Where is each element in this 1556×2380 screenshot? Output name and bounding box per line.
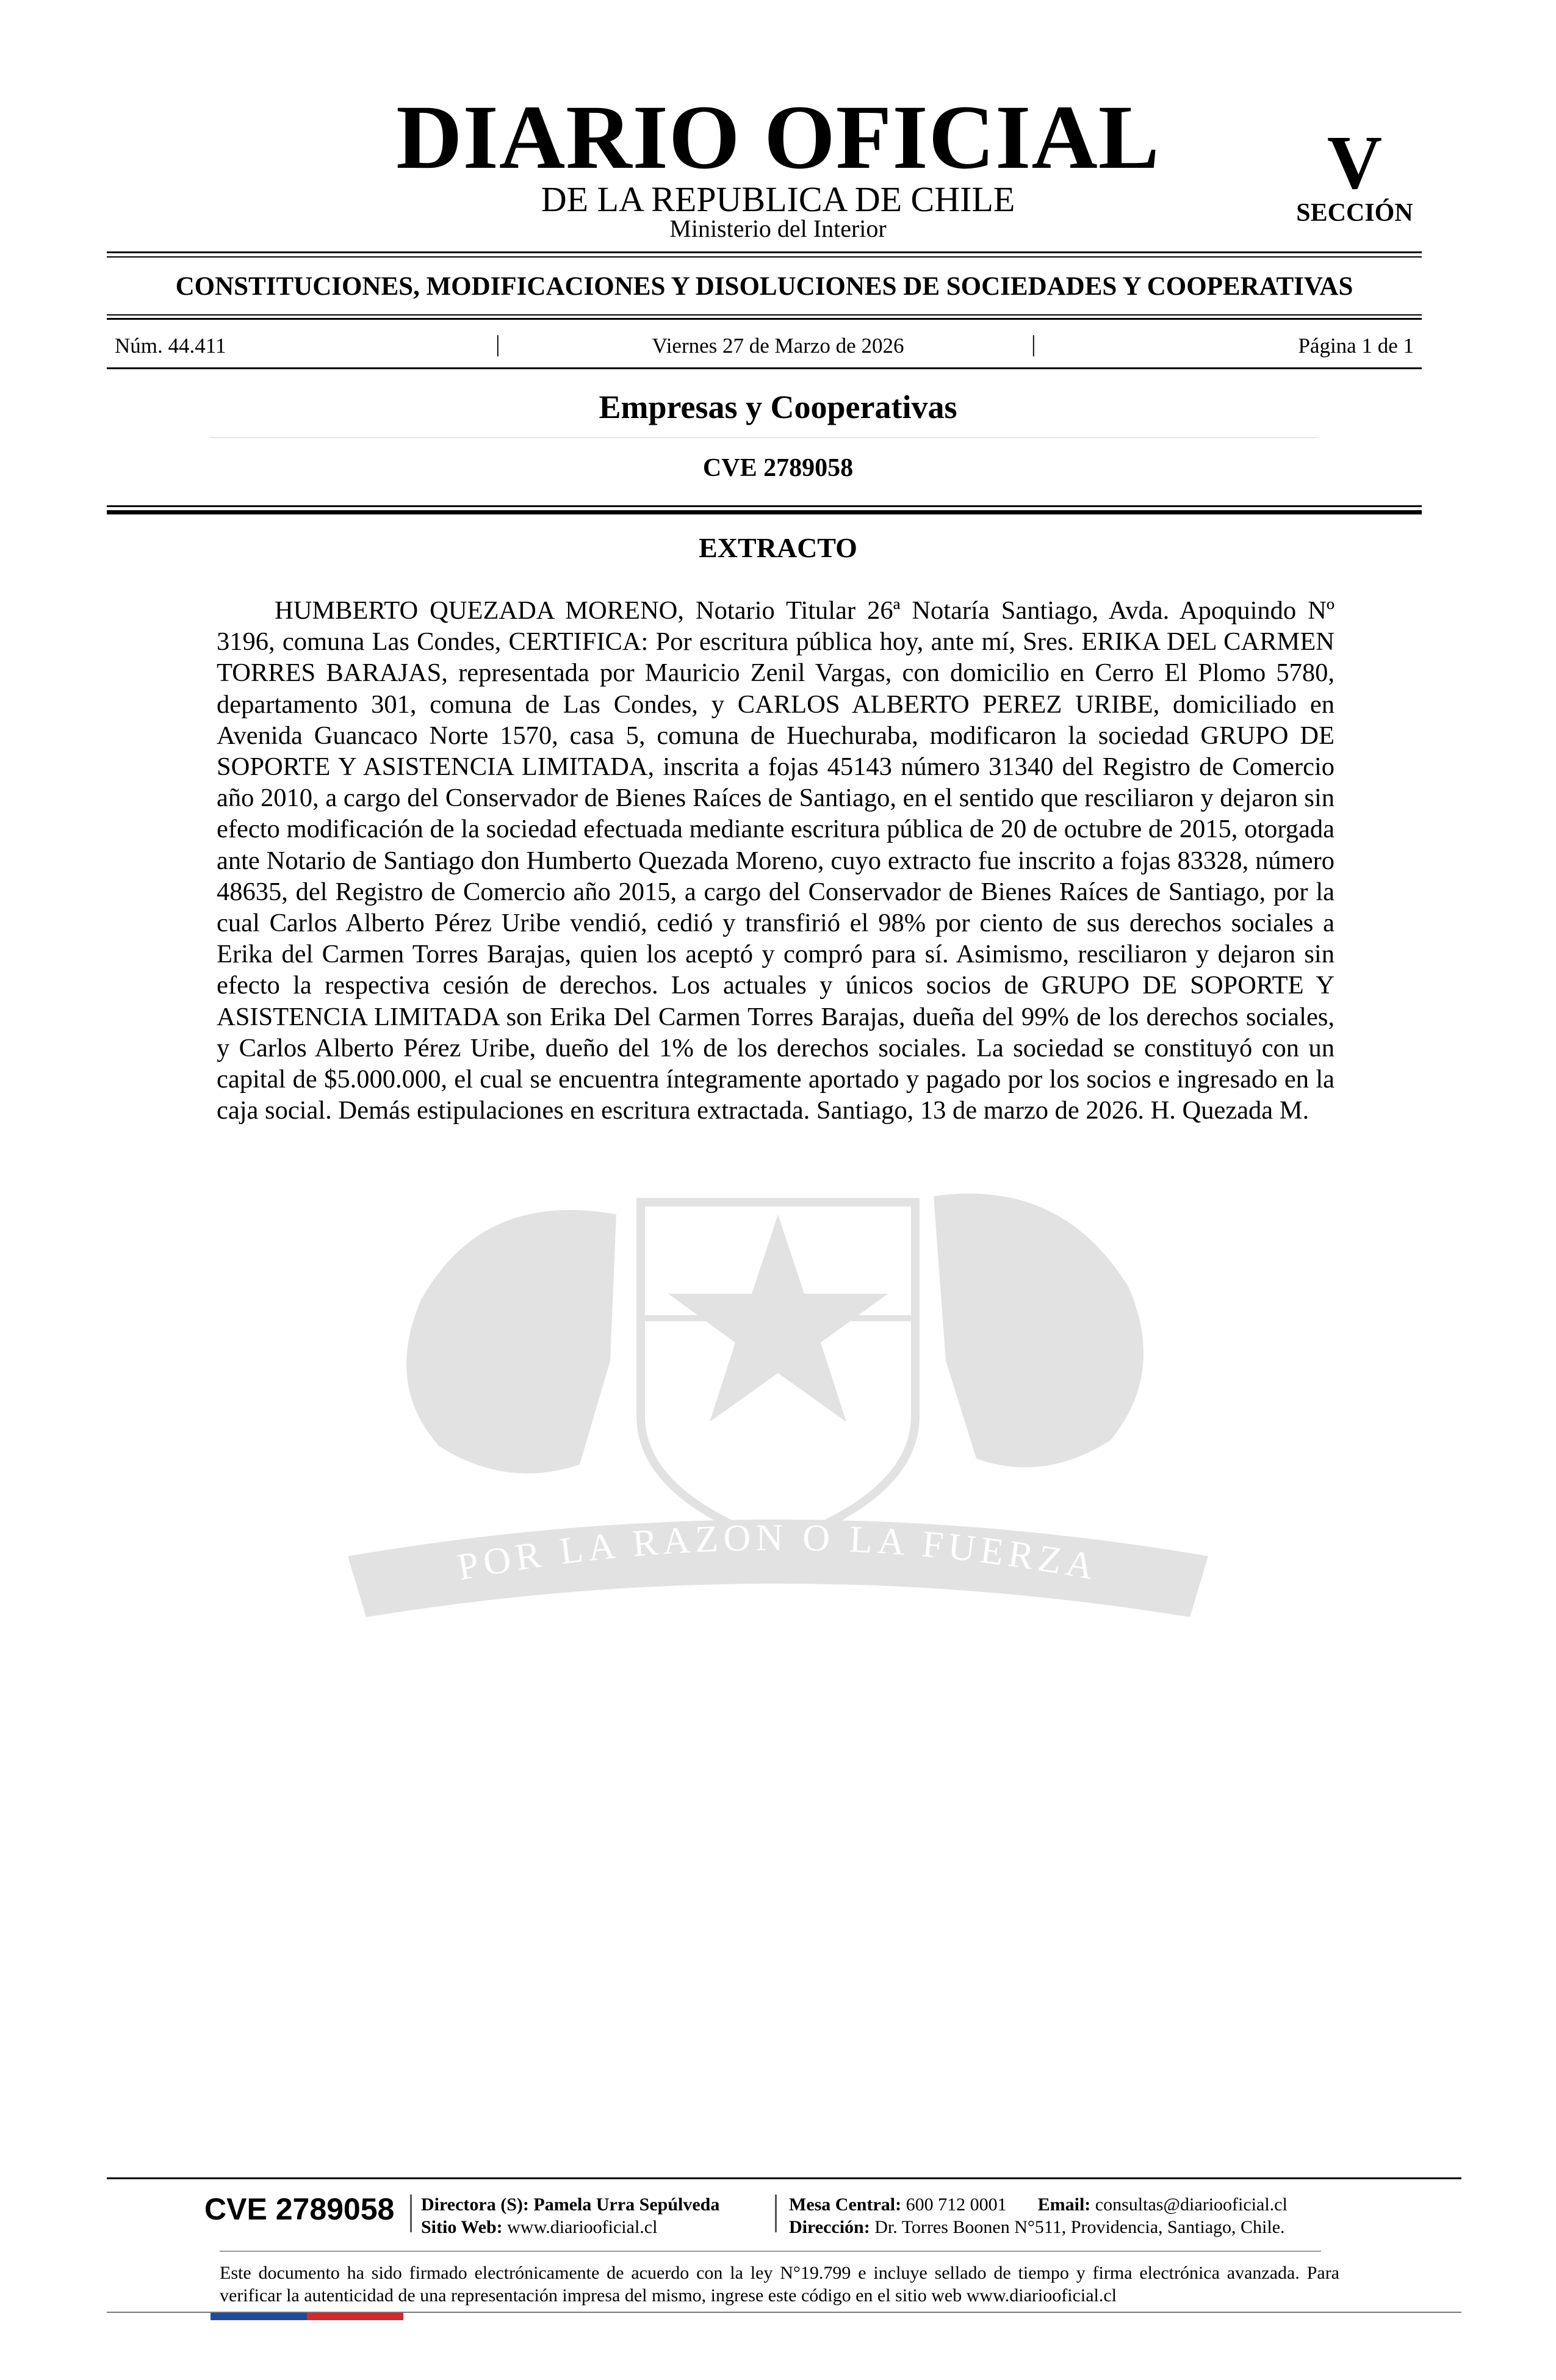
- footer-top-rule: [107, 2177, 1461, 2179]
- footer-phone-value: 600 712 0001: [906, 2194, 1007, 2215]
- extract-body: HUMBERTO QUEZADA MORENO, Notario Titular 26ª Notaría Santiago, Avda. Apoquindo Nº 3196, comuna Las Condes, CERTIFICA: Por escritura pública hoy, ante mí, Sres. ERIKA DEL CARMEN TORRES BARAJAS, representada por Mauricio Zenil Vargas, con domicilio en Cerro El Plomo 5780, departamento 301, comuna de Las Condes, y CARLOS ALBERTO PEREZ URIBE, domiciliado en Avenida Guancaco Norte 1570, casa 5, comuna de Huechuraba, modificaron la sociedad GRUPO DE SOPORTE Y ASISTENCIA LIMITADA, inscrita a fojas 45143 número 31340 del Registro de Comercio año 2010, a cargo del Conservador de Bienes Raíces de Santiago, en el sentido que resciliaron y dejaron sin efecto modificación de la sociedad efectuada mediante escritura pública de 20 de octubre de 2015, otorgada ante Notario de Santiago don Humberto Quezada Moreno, cuyo extracto fue inscrito a fojas 83328, número 48635, del Registro de Comercio año 2015, a cargo del Conservador de Bienes Raíces de Santiago, por la cual Carlos Alberto Pérez Uribe vendió, cedió y transfirió el 98% por ciento de sus derechos sociales a Erika del Carmen Torres Barajas, quien los aceptó y compró para sí. Asimismo, resciliaron y dejaron sin efecto la respectiva cesión de derechos. Los actuales y únicos socios de GRUPO DE SOPORTE Y ASISTENCIA LIMITADA son Erika Del Carmen Torres Barajas, dueña del 99% de los derechos sociales, y Carlos Alberto Pérez Uribe, dueño del 1% de los derechos sociales. La sociedad se constituyó con un capital de $5.000.000, el cual se encuentra íntegramente aportado y pagado por los socios e ingresado en la caja social. Demás estipulaciones en escritura extractada. Santiago, 13 de marzo de 2026. H. Quezada M.: [217, 596, 1334, 1125]
- category-heading: CONSTITUCIONES, MODIFICACIONES Y DISOLUCIONES DE SOCIEDADES Y COOPERATIVAS: [175, 272, 1353, 301]
- footer-divider: [410, 2194, 412, 2232]
- footer-director-label: Directora (S):: [421, 2194, 529, 2215]
- category-top-rule-thin: [107, 256, 1422, 258]
- cve-code: CVE 2789058: [702, 454, 854, 482]
- masthead-title: DIARIO OFICIAL: [396, 87, 1160, 188]
- masthead-ministry: Ministerio del Interior: [669, 215, 887, 242]
- extract-title: EXTRACTO: [699, 532, 857, 563]
- footer-address: [789, 2218, 1285, 2237]
- section-letter: V: [1327, 121, 1383, 205]
- footer-website-label: Sitio Web:: [421, 2217, 503, 2237]
- footer-address-label: Dirección:: [789, 2217, 870, 2237]
- footer-director: [421, 2196, 719, 2214]
- issue-date: Viernes 27 de Marzo de 2026: [652, 334, 904, 358]
- footer-cve-code: CVE 2789058: [204, 2192, 395, 2226]
- cve-rule-thick: [107, 510, 1422, 514]
- issue-separator: |: [1031, 331, 1036, 357]
- motto-text: POR LA RAZON O LA FUERZA: [454, 1516, 1102, 1588]
- footer-contact: [789, 2196, 1288, 2214]
- category-bottom-rule-thin: [107, 314, 1422, 316]
- section-heading: Empresas y Cooperativas: [599, 389, 957, 425]
- category-top-rule: [107, 251, 1422, 253]
- issue-page: Página 1 de 1: [1298, 334, 1414, 358]
- section-divider: [211, 437, 1318, 438]
- coat-of-arms-watermark: [299, 1178, 1257, 1666]
- footer-email-label: Email:: [1037, 2194, 1091, 2215]
- footer-address-value: Dr. Torres Boonen N°511, Providencia, Santiago, Chile.: [874, 2217, 1285, 2237]
- footer-phone-label: Mesa Central:: [789, 2194, 902, 2215]
- issue-bottom-rule: [107, 367, 1422, 369]
- flag-stripe-red: [307, 2313, 403, 2320]
- category-bottom-rule: [107, 318, 1422, 320]
- footer-email-link[interactable]: consultas@diariooficial.cl: [1095, 2194, 1288, 2215]
- footer-mid-rule: [220, 2251, 1321, 2252]
- issue-separator: |: [495, 331, 500, 357]
- footer-divider: [775, 2194, 777, 2232]
- footer-director-name: Pamela Urra Sepúlveda: [533, 2194, 720, 2215]
- masthead-subtitle: DE LA REPUBLICA DE CHILE: [541, 179, 1015, 219]
- footer-website-link[interactable]: www.diariooficial.cl: [507, 2217, 658, 2237]
- footer-legal-notice: Este documento ha sido firmado electrónicamente de acuerdo con la ley N°19.799 e incluye sellado de tiempo y firma electrónica avanzada. Para verificar la autenticidad de una representación impresa del mismo, ingrese este código en el sitio web www.diariooficial.cl: [220, 2263, 1339, 2306]
- flag-stripe-blue: [211, 2313, 307, 2320]
- section-word: SECCIÓN: [1296, 199, 1413, 227]
- issue-number: Núm. 44.411: [115, 334, 226, 358]
- cve-rule: [107, 505, 1422, 507]
- footer-website: [421, 2218, 657, 2237]
